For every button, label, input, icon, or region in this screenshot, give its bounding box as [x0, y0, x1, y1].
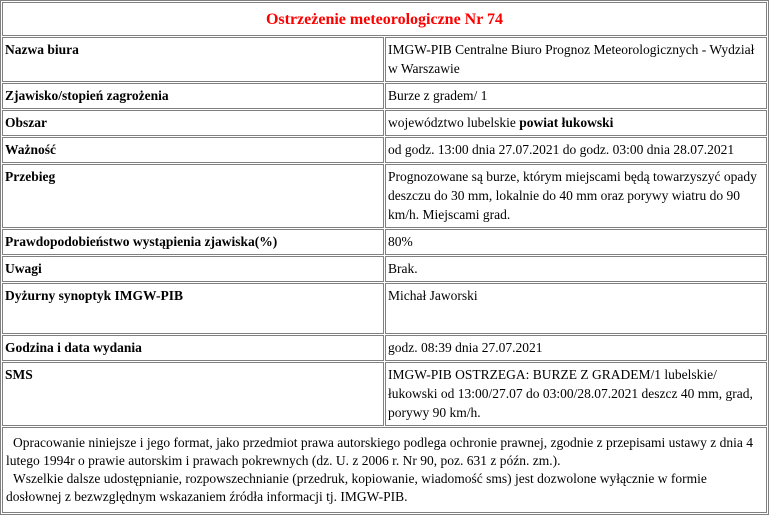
course-value: Prognozowane są burze, którym miejscami będą towarzyszyć opady deszczu do 30 mm, lokalnie do 40 mm oraz porywy wiatru do 90 km/h. Miejscami grad.: [385, 164, 767, 228]
remarks-value: Brak.: [385, 256, 767, 282]
issued-label: Godzina i data wydania: [2, 335, 384, 361]
row-issued: [2, 335, 767, 361]
row-phenomenon: [2, 83, 767, 109]
issued-value: godz. 08:39 dnia 27.07.2021: [385, 335, 767, 361]
forecaster-label: Dyżurny synoptyk IMGW-PIB: [2, 283, 384, 334]
probability-value: 80%: [385, 229, 767, 255]
row-validity: [2, 137, 767, 163]
area-value: [385, 110, 767, 136]
distribution-notice: Wszelkie dalsze udostępnianie, rozpowszechnianie (przedruk, kopiowanie, wiadomość sms) jest dozwolone wyłącznie w formie dosłownej z bezwzględnym wskazaniem źródła informacji tj. IMGW-PIB.: [6, 471, 707, 504]
row-remarks: [2, 256, 767, 282]
row-sms: [2, 362, 767, 426]
sms-label: SMS: [2, 362, 384, 426]
phenomenon-label: Zjawisko/stopień zagrożenia: [2, 83, 384, 109]
forecaster-value: Michał Jaworski: [385, 283, 767, 334]
warning-title: Ostrzeżenie meteorologiczne Nr 74: [2, 2, 767, 36]
row-area: [2, 110, 767, 136]
office-label: Nazwa biura: [2, 37, 384, 82]
area-county: powiat łukowski: [519, 115, 614, 130]
course-label: Przebieg: [2, 164, 384, 228]
row-office: [2, 37, 767, 82]
copyright-notice: Opracowanie niniejsze i jego format, jako przedmiot prawa autorskiego podlega ochronie prawnej, zgodnie z przepisami ustawy z dnia 4 lutego 1994r o prawie autorskim i prawach pokrewnych (dz. U. z 2006 r. Nr 90, poz. 631 z późn. zm.).: [6, 435, 753, 468]
remarks-label: Uwagi: [2, 256, 384, 282]
office-value: IMGW-PIB Centralne Biuro Prognoz Meteorologicznych - Wydział w Warszawie: [385, 37, 767, 82]
area-voivodeship: województwo lubelskie: [388, 115, 520, 130]
title-row: [2, 2, 767, 36]
footer-row: [2, 427, 767, 513]
probability-label: Prawdopodobieństwo wystąpienia zjawiska(%): [2, 229, 384, 255]
sms-value: IMGW-PIB OSTRZEGA: BURZE Z GRADEM/1 lubelskie/łukowski od 13:00/27.07 do 03:00/28.07.2021 deszcz 40 mm, grad, porywy 90 km/h.: [385, 362, 767, 426]
footer-notice: [2, 427, 767, 513]
area-label: Obszar: [2, 110, 384, 136]
validity-value: od godz. 13:00 dnia 27.07.2021 do godz. 03:00 dnia 28.07.2021: [385, 137, 767, 163]
row-probability: [2, 229, 767, 255]
row-forecaster: [2, 283, 767, 334]
row-course: [2, 164, 767, 228]
phenomenon-value: Burze z gradem/ 1: [385, 83, 767, 109]
validity-label: Ważność: [2, 137, 384, 163]
